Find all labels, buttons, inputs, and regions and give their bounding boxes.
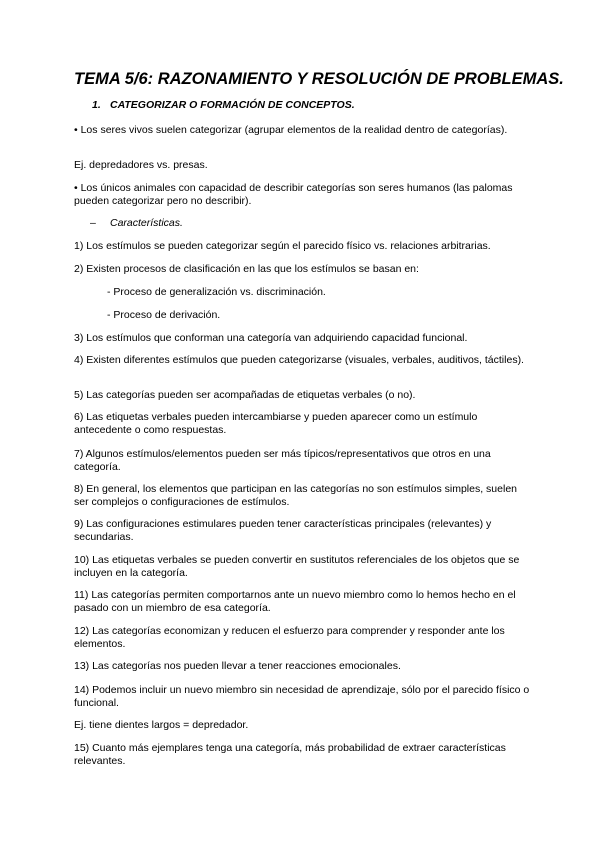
item-11: 11) Las categorías permiten comportarnos ante un nuevo miembro como lo hemos hecho en el pasado con un miembro de esa categoría. — [74, 589, 516, 614]
item-7: 7) Algunos estímulos/elementos pueden ser más típicos/representativos que otros en una categoría. — [74, 448, 491, 473]
item-8: 8) En general, los elementos que participan en las categorías no son estímulos simples, suelen ser complejos o configuraciones de estímulos. — [74, 483, 517, 508]
subheading — [90, 217, 183, 229]
item-9: 9) Las configuraciones estimulares pueden tener características principales (relevantes) y secundarias. — [74, 518, 492, 543]
item-13: 13) Las categorías nos pueden llevar a tener reacciones emocionales. — [74, 660, 401, 672]
item-14: 14) Podemos incluir un nuevo miembro sin necesidad de aprendizaje, sólo por el parecido físico o funcional. — [74, 684, 530, 709]
section-number: 1. — [92, 99, 101, 111]
item-1: 1) Los estímulos se pueden categorizar según el parecido físico vs. relaciones arbitrarias. — [74, 240, 491, 252]
intro-paragraph-2: Ej. depredadores vs. presas. — [74, 159, 208, 171]
section-heading — [92, 99, 552, 111]
item-12: 12) Las categorías economizan y reducen el esfuerzo para comprender y responder ante los elementos. — [74, 625, 505, 650]
section-title: CATEGORIZAR O FORMACIÓN DE CONCEPTOS. — [110, 99, 355, 111]
item-15: 15) Cuanto más ejemplares tenga una categoría, más probabilidad de extraer características relevantes. — [74, 742, 506, 767]
item-6: 6) Las etiquetas verbales pueden intercambiarse y pueden aparecer como un estímulo antecedente o como respuestas. — [74, 411, 478, 436]
item-2: 2) Existen procesos de clasificación en las que los estímulos se basan en: — [74, 263, 419, 275]
item-5: 5) Las categorías pueden ser acompañadas de etiquetas verbales (o no). — [74, 389, 416, 401]
intro-paragraph-1: • Los seres vivos suelen categorizar (agrupar elementos de la realidad dentro de categorías). — [74, 124, 508, 136]
document-title: TEMA 5/6: RAZONAMIENTO Y RESOLUCIÓN DE PROBLEMAS. — [74, 70, 564, 88]
item-3: 3) Los estímulos que conforman una categoría van adquiriendo capacidad funcional. — [74, 332, 468, 344]
item-2-sub-2: - Proceso de derivación. — [107, 309, 221, 321]
intro-paragraph-3: • Los únicos animales con capacidad de describir categorías son seres humanos (las palomas pueden categorizar pero no describir). — [74, 182, 513, 207]
item-14-example: Ej. tiene dientes largos = depredador. — [74, 719, 249, 731]
subheading-text: Características. — [110, 217, 183, 229]
subheading-dash: – — [90, 217, 96, 229]
item-4: 4) Existen diferentes estímulos que pueden categorizarse (visuales, verbales, auditivos, táctiles). — [74, 354, 524, 366]
item-2-sub-1: - Proceso de generalización vs. discriminación. — [107, 286, 326, 298]
item-10: 10) Las etiquetas verbales se pueden convertir en sustitutos referenciales de los objetos que se incluyen en la categoría. — [74, 554, 520, 579]
